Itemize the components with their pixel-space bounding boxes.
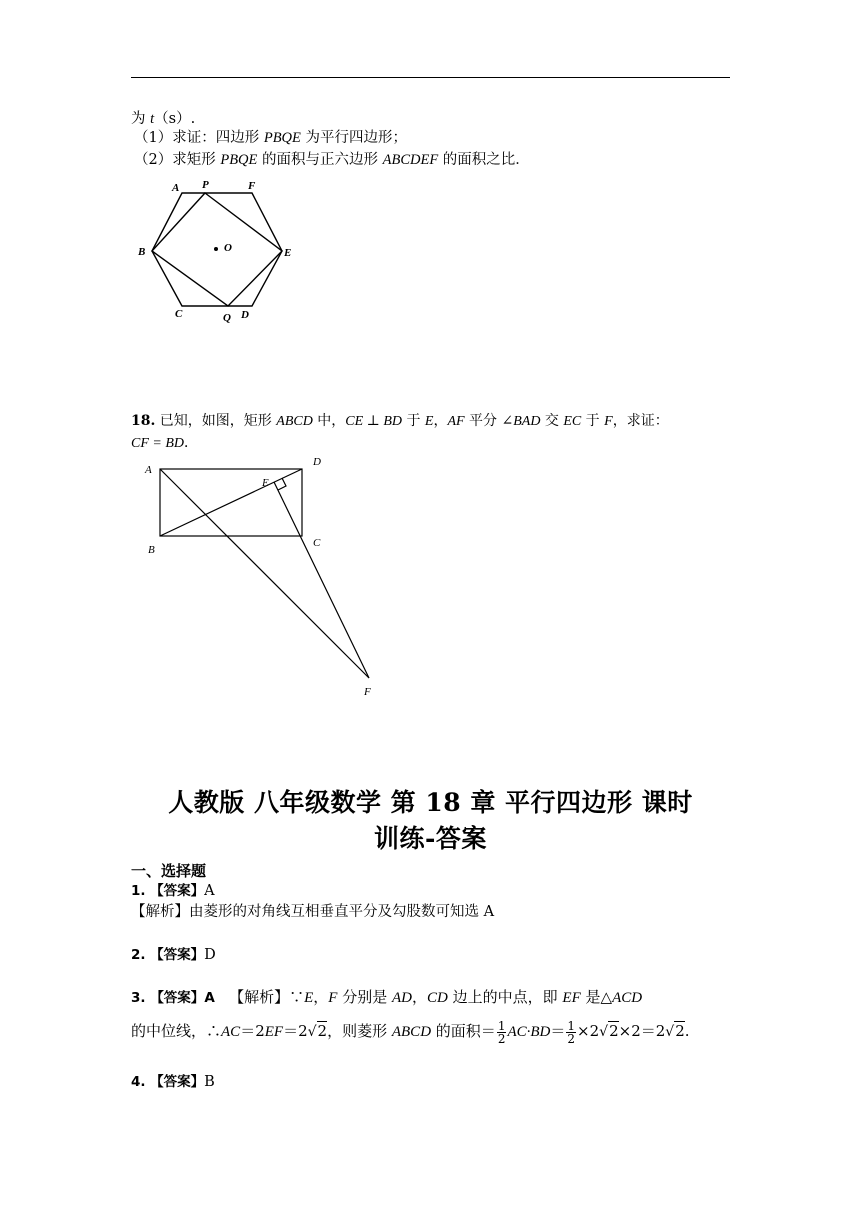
text: ＝2 <box>240 1022 265 1040</box>
hexagon-figure <box>130 175 300 325</box>
label-f: F <box>364 686 371 698</box>
text: （2）求矩形 <box>134 152 221 168</box>
denominator: 2 <box>497 1031 506 1046</box>
var: E <box>304 990 314 1006</box>
var: F <box>604 414 613 429</box>
text: 的面积与正六边形 <box>257 152 383 168</box>
text: ∵ <box>289 988 305 1006</box>
text: . <box>684 1022 690 1040</box>
text: ， <box>433 413 448 429</box>
fraction-one-half <box>566 1020 576 1045</box>
text: 平分 <box>464 413 502 429</box>
var: CE ⊥ BD <box>345 414 402 429</box>
text: 已知，如图，矩形 <box>155 413 277 429</box>
answer-number: 4. <box>131 1074 146 1090</box>
answer-value: A <box>204 883 215 899</box>
label-c: C <box>175 308 183 320</box>
denominator: 2 <box>567 1031 576 1046</box>
answer-tag: 【答案】 <box>150 990 205 1006</box>
answer-3-line1 <box>131 988 642 1007</box>
answer-number: 1. <box>131 883 146 899</box>
answer-number: 2. <box>131 947 146 963</box>
var: AC·BD <box>507 1024 551 1040</box>
text: ， <box>412 988 428 1006</box>
text: 的面积＝ <box>431 1022 496 1040</box>
label-e: E <box>262 477 269 489</box>
explanation-tag: 【解析】 <box>229 988 290 1006</box>
text: 2 <box>609 1022 619 1040</box>
text: ＝ <box>550 1022 566 1040</box>
sqrt-icon: √ <box>599 1024 609 1040</box>
text: 为 <box>131 111 151 127</box>
label-o: O <box>224 242 232 254</box>
problem17-question2 <box>134 151 530 169</box>
problem17-line1 <box>131 110 195 128</box>
bisector-af <box>160 469 369 678</box>
label-a: A <box>145 464 152 476</box>
text: （s）. <box>154 111 196 127</box>
answers-title-line2: 训练-答案 <box>374 824 487 853</box>
label-p: P <box>202 179 209 191</box>
text: 中， <box>312 413 346 429</box>
text: 的中位线，∴ <box>131 1022 222 1040</box>
text: （1）求证：四边形 <box>134 130 264 146</box>
label-c: C <box>313 537 321 549</box>
text: ×2 <box>577 1022 600 1040</box>
header-rule <box>131 77 730 78</box>
answer-4 <box>131 1073 215 1091</box>
var: F <box>328 990 338 1006</box>
text: ，求证： <box>612 413 669 429</box>
line-ef <box>274 482 369 678</box>
var: ABCD <box>276 414 313 429</box>
var: E <box>424 414 434 429</box>
answer-tag: 【答案】 <box>150 947 205 963</box>
problem18-statement <box>131 412 669 431</box>
text: ＝2 <box>283 1022 308 1040</box>
text: 边上的中点，即 <box>447 988 563 1006</box>
answer-3-line2 <box>131 1016 690 1047</box>
label-d: D <box>313 456 321 468</box>
answer-value: A <box>204 990 215 1006</box>
text: ，则菱形 <box>327 1022 392 1040</box>
text: ， <box>313 988 329 1006</box>
answer-value: D <box>204 947 216 963</box>
label-b: B <box>148 544 155 556</box>
var: EF <box>562 990 581 1006</box>
problem17-question1 <box>134 129 407 147</box>
answer-1 <box>131 882 215 900</box>
problem-number: 18. <box>131 413 156 429</box>
var-pbqe: PBQE <box>220 152 258 168</box>
fraction-one-half <box>497 1020 507 1045</box>
explanation-text: 由菱形的对角线互相垂直平分及勾股数可知选 A <box>189 904 495 920</box>
var: EC <box>563 414 582 429</box>
var: AF <box>447 414 465 429</box>
sqrt-icon: √ <box>307 1024 317 1040</box>
var-abcdef: ABCDEF <box>382 152 439 168</box>
var: ACD <box>612 990 643 1006</box>
text: ． <box>184 435 198 451</box>
answer-tag: 【答案】 <box>150 883 205 899</box>
explanation-tag: 【解析】 <box>131 904 189 920</box>
text: ×2＝2 <box>618 1022 666 1040</box>
var: EF <box>264 1024 284 1040</box>
text: 2 <box>675 1022 685 1040</box>
text: 于 <box>581 413 605 429</box>
var-pbqe: PBQE <box>263 130 301 146</box>
label-b: B <box>138 246 146 258</box>
label-d: D <box>241 309 249 321</box>
text: 为平行四边形； <box>300 130 407 146</box>
text: 于 <box>402 413 425 429</box>
text: 是△ <box>580 988 613 1006</box>
label-e: E <box>284 247 292 259</box>
numerator: 1 <box>567 1018 576 1033</box>
var-t: t <box>150 111 155 127</box>
sqrt-icon: √ <box>665 1024 675 1040</box>
label-q: Q <box>223 312 231 324</box>
text: 分别是 <box>337 988 393 1006</box>
var: CF = BD <box>131 436 184 451</box>
problem18-statement-cont <box>131 434 198 453</box>
section-heading: 一、选择题 <box>131 862 207 880</box>
answer-number: 3. <box>131 990 146 1006</box>
answers-title-line1: 人教版 八年级数学 第 18 章 平行四边形 课时 <box>168 788 693 817</box>
answer-2 <box>131 946 216 964</box>
var: ABCD <box>391 1024 432 1040</box>
answer-tag: 【答案】 <box>150 1074 205 1090</box>
label-f: F <box>248 180 256 192</box>
numerator: 1 <box>497 1018 506 1033</box>
var: CD <box>427 990 448 1006</box>
text: 的面积之比． <box>438 152 530 168</box>
var: ∠BAD <box>501 414 541 429</box>
answer-1-explanation <box>131 903 494 921</box>
var: AC <box>221 1024 241 1040</box>
label-a: A <box>172 182 180 194</box>
center-point-o <box>214 247 218 251</box>
var: AD <box>392 990 413 1006</box>
diagonal-bd <box>160 469 302 536</box>
text: 交 <box>540 413 564 429</box>
answer-value: B <box>204 1074 215 1090</box>
text: 2 <box>317 1022 328 1040</box>
rectangle-figure <box>140 452 380 702</box>
